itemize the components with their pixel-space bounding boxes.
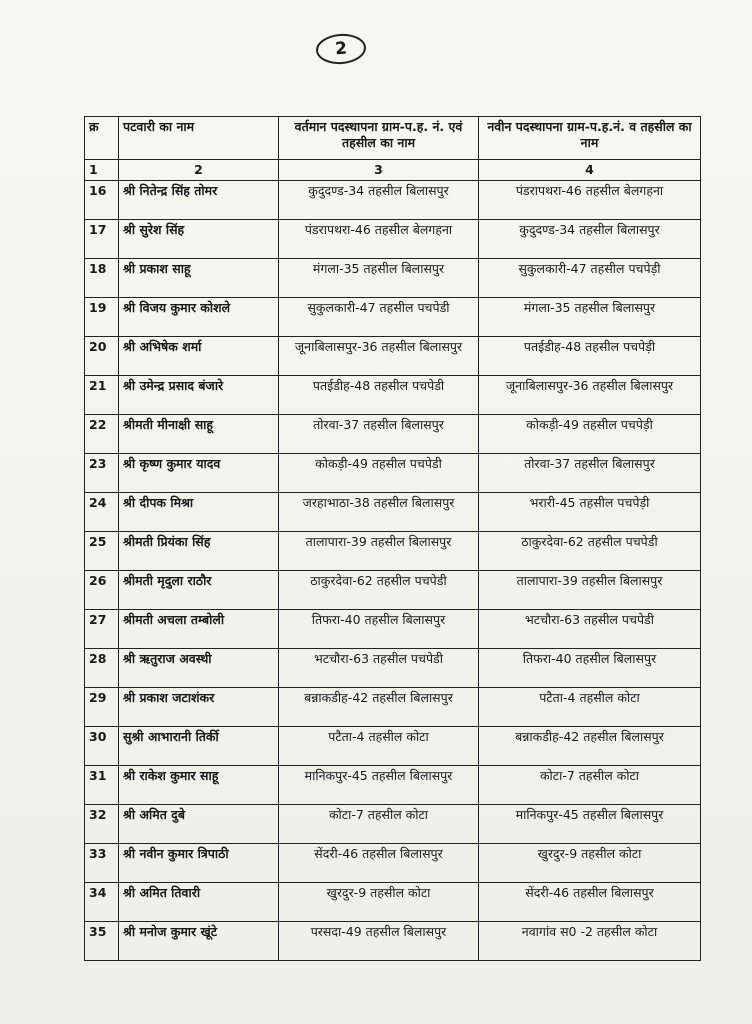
current-posting: भटचौरा-63 तहसील पचपेडी xyxy=(279,649,479,688)
table-row xyxy=(85,415,701,454)
column-number: 2 xyxy=(119,160,279,181)
table-row xyxy=(85,727,701,766)
new-posting: बन्नाकडीह-42 तहसील बिलासपुर xyxy=(479,727,701,766)
table-row xyxy=(85,454,701,493)
table-row xyxy=(85,298,701,337)
patwari-name: श्री राकेश कुमार साहू xyxy=(119,766,279,805)
current-posting: बन्नाकडीह-42 तहसील बिलासपुर xyxy=(279,688,479,727)
new-posting: कोकड़ी-49 तहसील पचपेड़ी xyxy=(479,415,701,454)
transfer-table xyxy=(84,116,701,961)
table-row xyxy=(85,181,701,220)
table-row xyxy=(85,688,701,727)
table-row xyxy=(85,610,701,649)
patwari-name: श्रीमती प्रियंका सिंह xyxy=(119,532,279,571)
current-posting: पंडरापथरा-46 तहसील बेलगहना xyxy=(279,220,479,259)
patwari-name: श्री नितेन्द्र सिंह तोमर xyxy=(119,181,279,220)
new-posting: सुकुलकारी-47 तहसील पचपेड़ी xyxy=(479,259,701,298)
row-serial: 19 xyxy=(85,298,119,337)
patwari-name: श्रीमती अचला तम्बोली xyxy=(119,610,279,649)
table-row xyxy=(85,883,701,922)
new-posting: ठाकुरदेवा-62 तहसील पचपेडी xyxy=(479,532,701,571)
new-posting: पंडरापथरा-46 तहसील बेलगहना xyxy=(479,181,701,220)
new-posting: तिफरा-40 तहसील बिलासपुर xyxy=(479,649,701,688)
patwari-name: श्री नवीन कुमार त्रिपाठी xyxy=(119,844,279,883)
patwari-name: श्री ऋतुराज अवस्थी xyxy=(119,649,279,688)
row-serial: 28 xyxy=(85,649,119,688)
current-posting: मंगला-35 तहसील बिलासपुर xyxy=(279,259,479,298)
table-row xyxy=(85,532,701,571)
current-posting: सेंदरी-46 तहसील बिलासपुर xyxy=(279,844,479,883)
patwari-name: श्री सुरेश सिंह xyxy=(119,220,279,259)
patwari-name: श्री प्रकाश जटाशंकर xyxy=(119,688,279,727)
row-serial: 27 xyxy=(85,610,119,649)
new-posting: खुरदुर-9 तहसील कोटा xyxy=(479,844,701,883)
current-posting: ठाकुरदेवा-62 तहसील पचपेडी xyxy=(279,571,479,610)
new-posting: पतईडीह-48 तहसील पचपेड़ी xyxy=(479,337,701,376)
header-new-posting: नवीन पदस्थापना ग्राम-प.ह.नं. व तहसील का नाम xyxy=(479,117,701,160)
row-serial: 26 xyxy=(85,571,119,610)
row-serial: 18 xyxy=(85,259,119,298)
table-row xyxy=(85,766,701,805)
table-row xyxy=(85,259,701,298)
column-number-row xyxy=(85,160,701,181)
new-posting: मंगला-35 तहसील बिलासपुर xyxy=(479,298,701,337)
header-name: पटवारी का नाम xyxy=(119,117,279,160)
row-serial: 29 xyxy=(85,688,119,727)
current-posting: तालापारा-39 तहसील बिलासपुर xyxy=(279,532,479,571)
patwari-name: श्री अभिषेक शर्मा xyxy=(119,337,279,376)
row-serial: 35 xyxy=(85,922,119,961)
current-posting: कोटा-7 तहसील कोटा xyxy=(279,805,479,844)
current-posting: सुकुलकारी-47 तहसील पचपेडी xyxy=(279,298,479,337)
header-serial: क्र xyxy=(85,117,119,160)
table-row xyxy=(85,337,701,376)
patwari-name: श्री अमित तिवारी xyxy=(119,883,279,922)
row-serial: 33 xyxy=(85,844,119,883)
table-body xyxy=(85,181,701,961)
new-posting: जूनाबिलासपुर-36 तहसील बिलासपुर xyxy=(479,376,701,415)
row-serial: 22 xyxy=(85,415,119,454)
table-row xyxy=(85,922,701,961)
new-posting: तोरवा-37 तहसील बिलासपुर xyxy=(479,454,701,493)
row-serial: 16 xyxy=(85,181,119,220)
table-row xyxy=(85,649,701,688)
row-serial: 17 xyxy=(85,220,119,259)
new-posting: कोटा-7 तहसील कोटा xyxy=(479,766,701,805)
row-serial: 32 xyxy=(85,805,119,844)
current-posting: तिफरा-40 तहसील बिलासपुर xyxy=(279,610,479,649)
column-number: 1 xyxy=(85,160,119,181)
current-posting: कुदुदण्ड-34 तहसील बिलासपुर xyxy=(279,181,479,220)
row-serial: 34 xyxy=(85,883,119,922)
new-posting: सेंदरी-46 तहसील बिलासपुर xyxy=(479,883,701,922)
table-row xyxy=(85,493,701,532)
patwari-name: श्री उमेन्द्र प्रसाद बंजारे xyxy=(119,376,279,415)
row-serial: 20 xyxy=(85,337,119,376)
table-row xyxy=(85,571,701,610)
column-number: 4 xyxy=(479,160,701,181)
current-posting: तोरवा-37 तहसील बिलासपुर xyxy=(279,415,479,454)
current-posting: जूनाबिलासपुर-36 तहसील बिलासपुर xyxy=(279,337,479,376)
current-posting: पतईडीह-48 तहसील पचपेडी xyxy=(279,376,479,415)
current-posting: परसदा-49 तहसील बिलासपुर xyxy=(279,922,479,961)
row-serial: 25 xyxy=(85,532,119,571)
row-serial: 30 xyxy=(85,727,119,766)
patwari-name: श्री दीपक मिश्रा xyxy=(119,493,279,532)
new-posting: कुदुदण्ड-34 तहसील बिलासपुर xyxy=(479,220,701,259)
new-posting: तालापारा-39 तहसील बिलासपुर xyxy=(479,571,701,610)
patwari-name: श्री कृष्ण कुमार यादव xyxy=(119,454,279,493)
table-row xyxy=(85,844,701,883)
row-serial: 21 xyxy=(85,376,119,415)
header-row xyxy=(85,117,701,160)
new-posting: मानिकपुर-45 तहसील बिलासपुर xyxy=(479,805,701,844)
row-serial: 31 xyxy=(85,766,119,805)
current-posting: पटैता-4 तहसील कोटा xyxy=(279,727,479,766)
table-row xyxy=(85,805,701,844)
current-posting: मानिकपुर-45 तहसील बिलासपुर xyxy=(279,766,479,805)
current-posting: जरहाभाठा-38 तहसील बिलासपुर xyxy=(279,493,479,532)
patwari-name: श्री विजय कुमार कोशले xyxy=(119,298,279,337)
table-row xyxy=(85,376,701,415)
new-posting: नवागांव स0 -2 तहसील कोटा xyxy=(479,922,701,961)
table-row xyxy=(85,220,701,259)
row-serial: 23 xyxy=(85,454,119,493)
header-current-posting: वर्तमान पदस्थापना ग्राम-प.ह. नं. एवं तहसील का नाम xyxy=(279,117,479,160)
patwari-name: श्रीमती मीनाक्षी साहू xyxy=(119,415,279,454)
page-number: 2 xyxy=(315,32,367,65)
patwari-name: श्री अमित दुबे xyxy=(119,805,279,844)
patwari-name: श्री प्रकाश साहू xyxy=(119,259,279,298)
new-posting: पटैता-4 तहसील कोटा xyxy=(479,688,701,727)
current-posting: खुरदुर-9 तहसील कोटा xyxy=(279,883,479,922)
patwari-name: श्रीमती मृदुला राठौर xyxy=(119,571,279,610)
current-posting: कोकड़ी-49 तहसील पचपेडी xyxy=(279,454,479,493)
new-posting: भटचौरा-63 तहसील पचपेडी xyxy=(479,610,701,649)
row-serial: 24 xyxy=(85,493,119,532)
patwari-name: श्री मनोज कुमार खूंटे xyxy=(119,922,279,961)
column-number: 3 xyxy=(279,160,479,181)
new-posting: भरारी-45 तहसील पचपेड़ी xyxy=(479,493,701,532)
patwari-name: सुश्री आभारानी तिर्की xyxy=(119,727,279,766)
